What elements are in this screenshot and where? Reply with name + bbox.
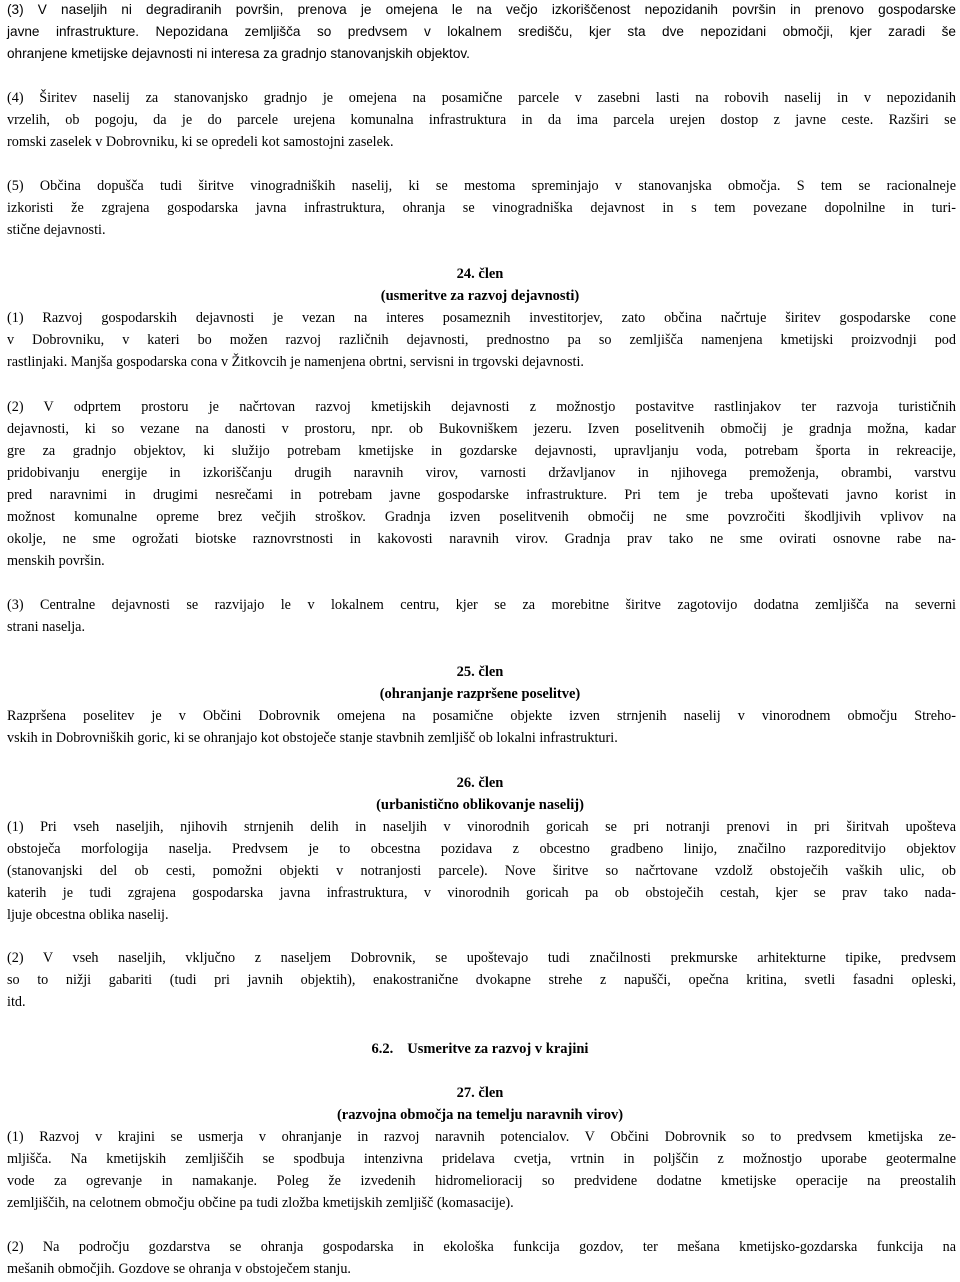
text-line: (1) Pri vseh naseljih, njihovih strnjenih delih in naseljih v vinorodnih goricah se pri notranji prenovi in pri širitvah upošteva xyxy=(7,819,956,835)
text-line: (5) Občina dopušča tudi širitve vinogradniških naselij, ki se mestoma spreminjajo v stanovanjska območja. S tem se racionalneje xyxy=(7,178,956,194)
paragraph-4 xyxy=(7,87,956,153)
text-line: pridobivanju energije in izkoriščanju drugih naravnih virov, varnosti državljanov in njihovega premoženja, obrambi, varstvu xyxy=(7,465,956,481)
paragraph-3 xyxy=(7,0,956,65)
article-number: 24. člen xyxy=(456,266,504,282)
text-line: vode za ogrevanje in namakanje. Poleg že izvedenih hidromelioracij so predvidene dodatne kmetijske operacije na preostalih xyxy=(7,1173,956,1189)
text-line: okolje, ne sme ogrožati biotske raznovrstnosti in kakovosti naravnih virov. Gradnja prav tako ne sme ovirati osnovne rabe na- xyxy=(7,531,956,547)
text-line: strani naselja. xyxy=(7,619,86,635)
article-title: (razvojna območja na temelju naravnih virov) xyxy=(336,1107,624,1123)
text-line: (3) V naseljih ni degradiranih površin, prenova je omejena le na večjo izkoriščenost nepozidanih površin in prenovo gospodarske xyxy=(7,2,956,17)
section-title: Usmeritve za razvoj v krajini xyxy=(407,1041,589,1057)
text-line: dejavnosti, ki so vezane na danosti v prostoru, npr. ob Bukovniškem jezeru. Izven poselitvenih območij je gradnja možna, kadar xyxy=(7,421,956,437)
text-line: mešanih območjih. Gozdove se ohranja v obstoječem stanju. xyxy=(7,1261,351,1277)
text-line: so to nižji gabariti (tudi pri javnih objektih), enakostranične dvokapne strehe z napušči, opečna kritina, svetli fasadni opleski, xyxy=(7,972,956,988)
text-line: Razpršena poselitev je v Občini Dobrovnik omejena na posamične objekte izven strnjenih naselij v vinorodnem območju Streho- xyxy=(7,708,956,724)
text-line: vskih in Dobrovniških goric, ki se ohranjajo kot obstoječe stanje stavbnih zemljišč ob lokalni infrastrukturi. xyxy=(7,730,618,746)
text-line: zemljiščih, na celotnem območju občine pa tudi zložba kmetijskih zemljišč (komasacije). xyxy=(7,1195,514,1211)
paragraph-27-1 xyxy=(7,1126,956,1214)
paragraph-26-1 xyxy=(7,816,956,926)
text-line: stične dejavnosti. xyxy=(7,222,106,238)
text-line: v Dobrovniku, v kateri bo možen razvoj različnih dejavnosti, prednostno pa so zemljišča namenjena kmetijski proizvodnji pod xyxy=(7,332,956,348)
paragraph-24-2 xyxy=(7,396,956,572)
text-line: (1) Razvoj gospodarskih dejavnosti je vezan na interes posameznih investitorjev, zato občina načrtuje širitev gospodarske cone xyxy=(7,310,956,326)
text-line: menskih površin. xyxy=(7,553,105,569)
article-number: 26. člen xyxy=(456,775,504,791)
text-line: ljuje obcestna oblika naselij. xyxy=(7,907,169,923)
article-number: 27. člen xyxy=(456,1085,504,1101)
article-title: (urbanistično oblikovanje naselij) xyxy=(376,797,584,813)
text-line: (3) Centralne dejavnosti se razvijajo le v lokalnem centru, kjer se za morebitne širitve zagotovijo dodatna zemljišča na severni xyxy=(7,597,956,613)
text-line: javne infrastrukture. Nepozidana zemljišča so predvsem v lokalnem središču, kjer sta dve nepozidani območji, kjer zaradi še xyxy=(7,24,956,39)
article-number: 25. člen xyxy=(456,664,504,680)
text-line: rastlinjaki. Manjša gospodarska cona v Žitkovcih je namenjena obrtni, servisni in trgovski dejavnosti. xyxy=(7,354,584,370)
text-line: (2) Na področju gozdarstva se ohranja gospodarska in ekološka funkcija gozdov, ter mešana kmetijsko-gozdarska funkcija na xyxy=(7,1239,956,1255)
text-line: možnost komunalne opreme brez večjih stroškov. Gradnja izven poselitvenih območij ne sme povzročiti škodljivih vplivov na xyxy=(7,509,956,525)
text-line: (stanovanjski del ob cesti, pomožni objekti v notranjosti parcele). Nove širitve so načrtovane vzdolž obstoječih vaških ulic, ob xyxy=(7,863,956,879)
paragraph-26-2 xyxy=(7,947,956,1013)
paragraph-27-2 xyxy=(7,1236,956,1280)
paragraph-25 xyxy=(7,705,956,749)
text-line: itd. xyxy=(7,994,26,1010)
text-line: (1) Razvoj v krajini se usmerja v ohranjanje in razvoj naravnih potencialov. V Občini Dobrovnik so to predvsem kmetijska ze- xyxy=(7,1129,956,1145)
paragraph-24-1 xyxy=(7,307,956,373)
section-heading xyxy=(0,1038,960,1060)
text-line: mljišča. Na kmetijskih zemljiščih se spodbuja intenzivna pridelava cvetja, vrtnin in poljščin z možnostjo uporabe geotermalne xyxy=(7,1151,956,1167)
section-number: 6.2. xyxy=(371,1041,394,1057)
text-line: ohranjene kmetijske dejavnosti ni interesa za gradnjo stanovanjskih objektov. xyxy=(7,46,470,61)
text-line: (2) V vseh naseljih, vključno z naseljem Dobrovnik, se upoštevajo tudi značilnosti prekmurske arhitekturne tipike, predvsem xyxy=(7,950,956,966)
text-line: romski zaselek v Dobrovniku, ki se opredeli kot samostojni zaselek. xyxy=(7,134,394,150)
text-line: gre za gradnjo objektov, ki služijo potrebam kmetijske in gozdarske dejavnosti, upravljanju voda, potrebam športa in rekreacije, xyxy=(7,443,956,459)
paragraph-24-3 xyxy=(7,594,956,638)
text-line: katerih je tudi zgrajena gospodarska javna infrastruktura, v vinorodnih goricah pa ob obstoječih cestah, kjer se prav tako nada- xyxy=(7,885,956,901)
paragraph-5 xyxy=(7,175,956,241)
text-line: obstoječa morfologija naselja. Predvsem je to obcestna pozidava z obcestno gradbeno linijo, značilno razporeditvijo objektov xyxy=(7,841,956,857)
text-line: (2) V odprtem prostoru je načrtovan razvoj kmetijskih dejavnosti z možnostjo postavitve rastlinjakov ter razvoja turističnih xyxy=(7,399,956,415)
text-line: izkoristi že zgrajena gospodarska javna infrastruktura, ohranja se vinogradniška dejavnost in s tem povezane dopolnilne in turi- xyxy=(7,200,956,216)
text-line: vrzelih, ob pogoju, da je do parcele urejena komunalna infrastruktura in da ima parcela urejen dostop z javne ceste. Razširi se xyxy=(7,112,956,128)
text-line: (4) Širitev naselij za stanovanjsko gradnjo je omejena na posamične parcele v zasebni lasti na robovih naselij in v nepozidanih xyxy=(7,90,956,106)
article-title: (usmeritve za razvoj dejavnosti) xyxy=(380,288,580,304)
article-title: (ohranjanje razpršene poselitve) xyxy=(379,686,581,702)
text-line: pred naravnimi in drugimi nesrečami in potrebam javne gospodarske infrastrukture. Pri tem je treba upoštevati javno korist in xyxy=(7,487,956,503)
